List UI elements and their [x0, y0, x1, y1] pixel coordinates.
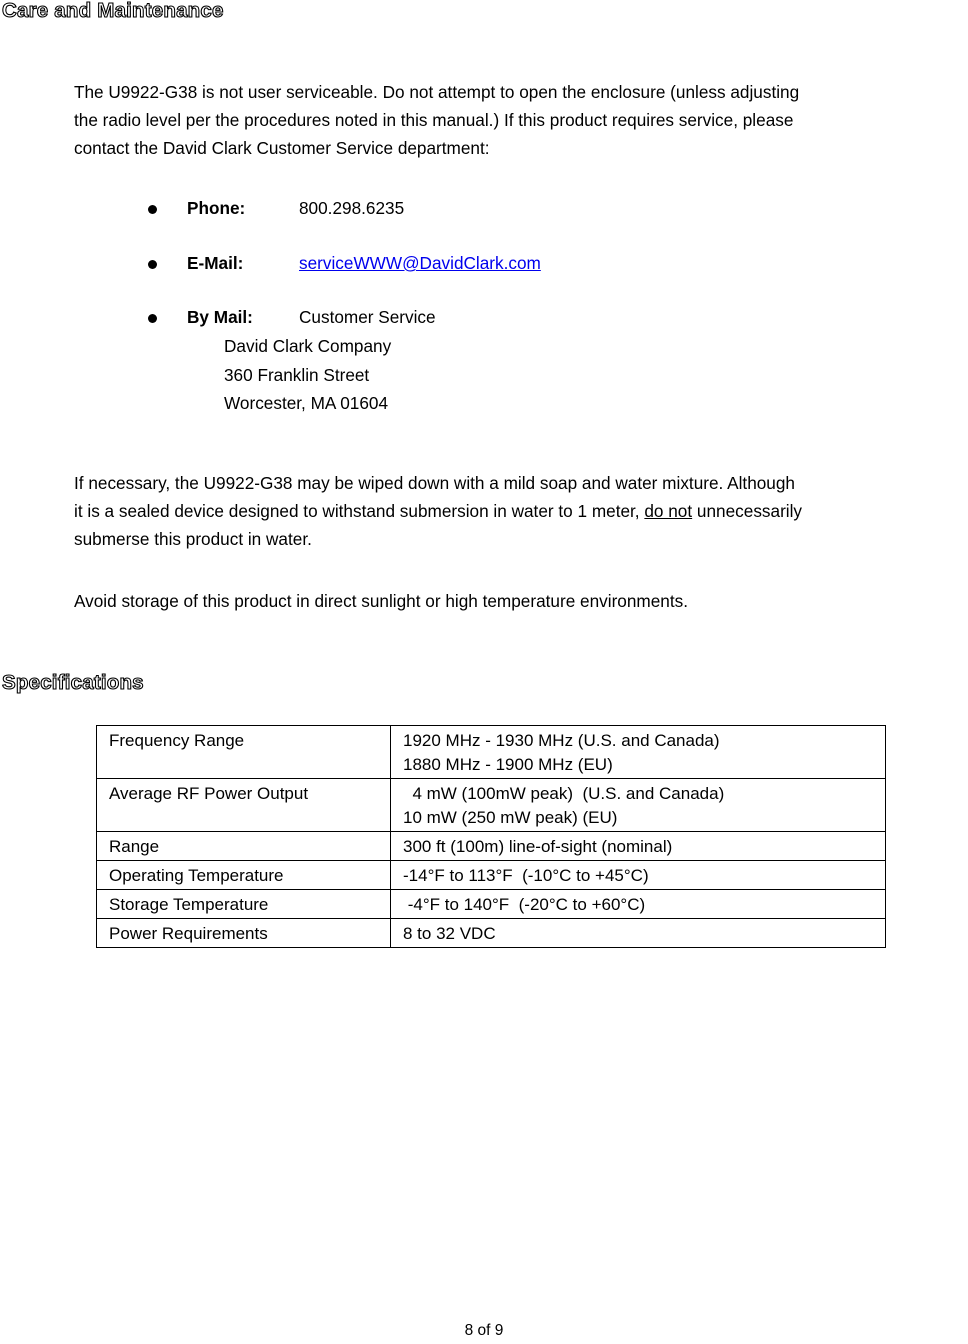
mail-address	[224, 332, 391, 418]
mail-line: Customer Service	[299, 307, 436, 327]
phone-value: 800.298.6235	[299, 198, 405, 218]
spec-value	[391, 832, 886, 861]
care-paragraph-3: Avoid storage of this product in direct sunlight or high temperature environments.	[74, 591, 688, 611]
care-paragraph-1	[74, 78, 799, 162]
text-span: it is a sealed device designed to withstand submersion in water to 1 meter,	[74, 501, 645, 521]
specs-row	[97, 890, 886, 919]
spec-value-line: 8 to 32 VDC	[403, 924, 496, 943]
mail-line: 360 Franklin Street	[224, 364, 370, 385]
spec-label: Operating Temperature	[97, 861, 391, 890]
specs-row	[97, 726, 886, 779]
bullet-icon	[148, 205, 157, 214]
spec-value-line: 10 mW (250 mW peak) (EU)	[403, 808, 618, 827]
spec-value-line: -14°F to 113°F (-10°C to +45°C)	[403, 866, 649, 885]
text-line: If necessary, the U9922-G38 may be wiped down with a mild soap and water mixture. Although	[74, 473, 795, 493]
spec-value	[391, 861, 886, 890]
bullet-icon	[148, 314, 157, 323]
spec-value-line: 1880 MHz - 1900 MHz (EU)	[403, 755, 613, 774]
spec-label: Range	[97, 832, 391, 861]
specs-row	[97, 832, 886, 861]
phone-label: Phone:	[187, 198, 246, 218]
text-line: submerse this product in water.	[74, 529, 312, 549]
specs-row	[97, 861, 886, 890]
email-link[interactable]: serviceWWW@DavidClark.com	[299, 253, 541, 273]
specs-row	[97, 779, 886, 832]
spec-value-line: 1920 MHz - 1930 MHz (U.S. and Canada)	[403, 731, 720, 750]
email-label: E-Mail:	[187, 253, 244, 273]
mail-line: Worcester, MA 01604	[224, 393, 389, 413]
spec-value-line: -4°F to 140°F (-20°C to +60°C)	[403, 895, 646, 914]
bullet-icon	[148, 260, 157, 269]
spec-value	[391, 779, 886, 832]
spec-value	[391, 726, 886, 779]
spec-value	[391, 890, 886, 919]
text-line: contact the David Clark Customer Service department:	[74, 138, 490, 158]
text-line	[74, 497, 802, 525]
mail-label: By Mail:	[187, 307, 253, 327]
emphasis-do-not: do not	[644, 501, 693, 521]
page-number: 8 of 9	[464, 1322, 504, 1339]
care-paragraph-2	[74, 469, 802, 553]
spec-value-line: 300 ft (100m) line-of-sight (nominal)	[403, 837, 673, 856]
spec-label: Storage Temperature	[97, 890, 391, 919]
spec-label: Power Requirements	[97, 919, 391, 948]
care-heading: Care and Maintenance	[2, 0, 224, 22]
spec-value	[391, 919, 886, 948]
mail-line: David Clark Company	[224, 336, 392, 356]
spec-label: Average RF Power Output	[97, 779, 391, 832]
spec-value-line: 4 mW (100mW peak) (U.S. and Canada)	[403, 784, 725, 803]
text-span: unnecessarily	[692, 501, 803, 521]
specs-table	[96, 725, 886, 948]
text-line: the radio level per the procedures noted in this manual.) If this product requires service, please	[74, 110, 794, 130]
text-line: The U9922-G38 is not user serviceable. Do not attempt to open the enclosure (unless adjusting	[74, 82, 800, 102]
spec-label: Frequency Range	[97, 726, 391, 779]
specs-row	[97, 919, 886, 948]
specs-heading: Specifications	[2, 671, 144, 694]
